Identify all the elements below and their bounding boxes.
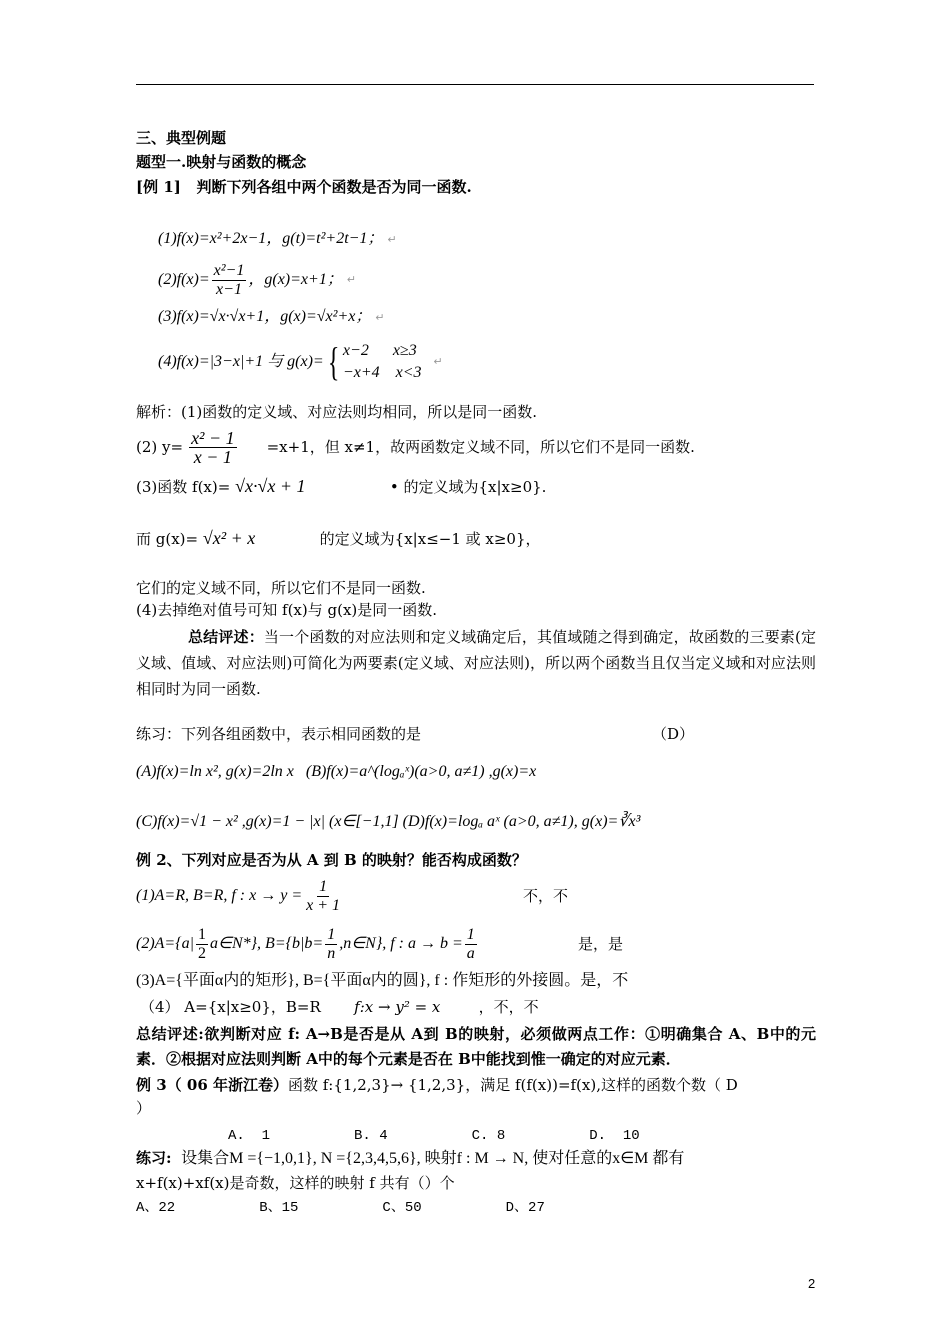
item-3: (3)f(x)=√x·√x+1，g(x)=√x²+x； ↵ <box>158 308 385 325</box>
example-1-heading <box>136 177 472 197</box>
practice-2: 练习: 设集合M ={−1,0,1}, N ={2,3,4,5,6}, 映射f : M → N, 使对任意的x∈M 都有 <box>136 1149 685 1167</box>
example-2-case-2: (2)A={a| $\frac{1}{2}$ a∈N*}, B={b|b= $\frac{1}{n}$ ,n∈N}, f : a → b = $\frac{1}{a}$ <box>136 925 475 962</box>
summary-1: 总结评述：当一个函数的对应法则和定义域确定后，其值域随之得到确定，故函数的三要素(定义域、值域、对应法则)可简化为两要素(定义域、对应法则)，所以两个函数当且仅当定义域和对应法则相同时为同一函数. <box>136 628 816 698</box>
header-rule <box>136 84 814 85</box>
item-1: (1)f(x)=x²+2x−1，g(t)=t²+2t−1； ↵ <box>158 230 397 247</box>
example-3: 例 3（ 06 年浙江卷）函数 f:{1,2,3}→ {1,2,3}，满足 f(f(x))=f(x),这样的函数个数（ D <box>136 1076 738 1094</box>
solution-5: 它们的定义域不同，所以它们不是同一函数. <box>136 579 426 597</box>
page-number: 2 <box>808 1276 816 1291</box>
example-1-text: 判断下列各组中两个函数是否为同一函数. <box>196 178 472 196</box>
example-2-case-1: (1)A=R, B=R, f : x → y = $\frac{1}{x + 1}$ <box>136 877 341 914</box>
example-3-close: ） <box>136 1099 152 1117</box>
example-3-options: A. 1 B. 4 C. 8 D. 10 <box>228 1128 640 1144</box>
item-2: (2)f(x)= $\frac{\text{x²−1}}{x-1}$ ，g(x)=x+1； ↵ <box>158 261 357 298</box>
practice-1-options-ab: (A)f(x)=ln x², g(x)=2ln x (B)f(x)=a^(logₐˣ)(a>0, a≠1) ,g(x)=x <box>136 763 537 780</box>
example-2-case-3: (3)A={平面α内的矩形}, B={平面α内的圆}, f : 作矩形的外接圆。是，不 <box>136 972 629 989</box>
practice-1-question: 练习：下列各组函数中，表示相同函数的是 <box>136 725 422 743</box>
practice-2-line-2: x+f(x)+xf(x)是奇数，这样的映射 f 共有（）个 <box>136 1174 455 1192</box>
example-2-question: 例 2、下列对应是否为从 A 到 B 的映射？能否构成函数？ <box>136 851 527 869</box>
example-2-case-4: （4） A={x|x≥0}，B=R f:x → y² = x ，不，不 <box>140 998 539 1016</box>
solution-6: (4)去掉绝对值号可知 f(x)与 g(x)是同一函数. <box>136 601 438 619</box>
solution-2: (2) y= $\frac{\text{x² − 1}}{x - 1}$ =x+1，但 x≠1，故两函数定义域不同，所以它们不是同一函数. <box>136 427 695 467</box>
example-1-tag: [例 1] <box>136 178 181 196</box>
example-2-case-1-answer: 不，不 <box>523 887 569 905</box>
solution-3: (3)函数 f(x)= √x·√x + 1 • 的定义域为{x|x≥0}. <box>136 476 547 496</box>
practice-2-options: A、22 B、15 C、50 D、27 <box>136 1200 545 1216</box>
item-4: (4)f(x)=|3−x|+1 与 g(x)= { x−2 x≥3 −x+4 x<3 ↵ <box>158 339 443 384</box>
solution-1: 解析：(1)函数的定义域、对应法则均相同，所以是同一函数. <box>136 403 538 421</box>
solution-2-fraction: $\frac{\text{x² − 1}}{x - 1}$ <box>191 427 235 467</box>
summary-2: 总结评述:欲判断对应 f: A→B是否是从 A到 B的映射，必须做两点工作：①明确集合 A、B中的元素．②根据对应法则判断 A中的每个元素是否在 B中能找到惟一确定的对应元素． <box>136 1025 816 1068</box>
section-heading: 三、典型例题 <box>136 129 227 147</box>
example-2-case-2-answer: 是，是 <box>578 935 624 953</box>
item-2-fraction: $\frac{\text{x²−1}}{x-1}$ <box>213 261 245 298</box>
cases-brace: { <box>327 339 340 384</box>
item-4-cases: x−2 x≥3 −x+4 x<3 <box>342 342 422 381</box>
solution-4: 而 g(x)= √x² + x 的定义域为{x|x≤−1 或 x≥0}， <box>136 528 541 548</box>
practice-1-answer: （D） <box>652 725 695 743</box>
topic-heading: 题型一.映射与函数的概念 <box>136 153 307 171</box>
practice-1-options-cd: (C)f(x)=√1 − x² ,g(x)=1 − |x| (x∈[−1,1] (D)f(x)=logₐ aˣ (a>0, a≠1), g(x)=∛x³ <box>136 813 641 830</box>
